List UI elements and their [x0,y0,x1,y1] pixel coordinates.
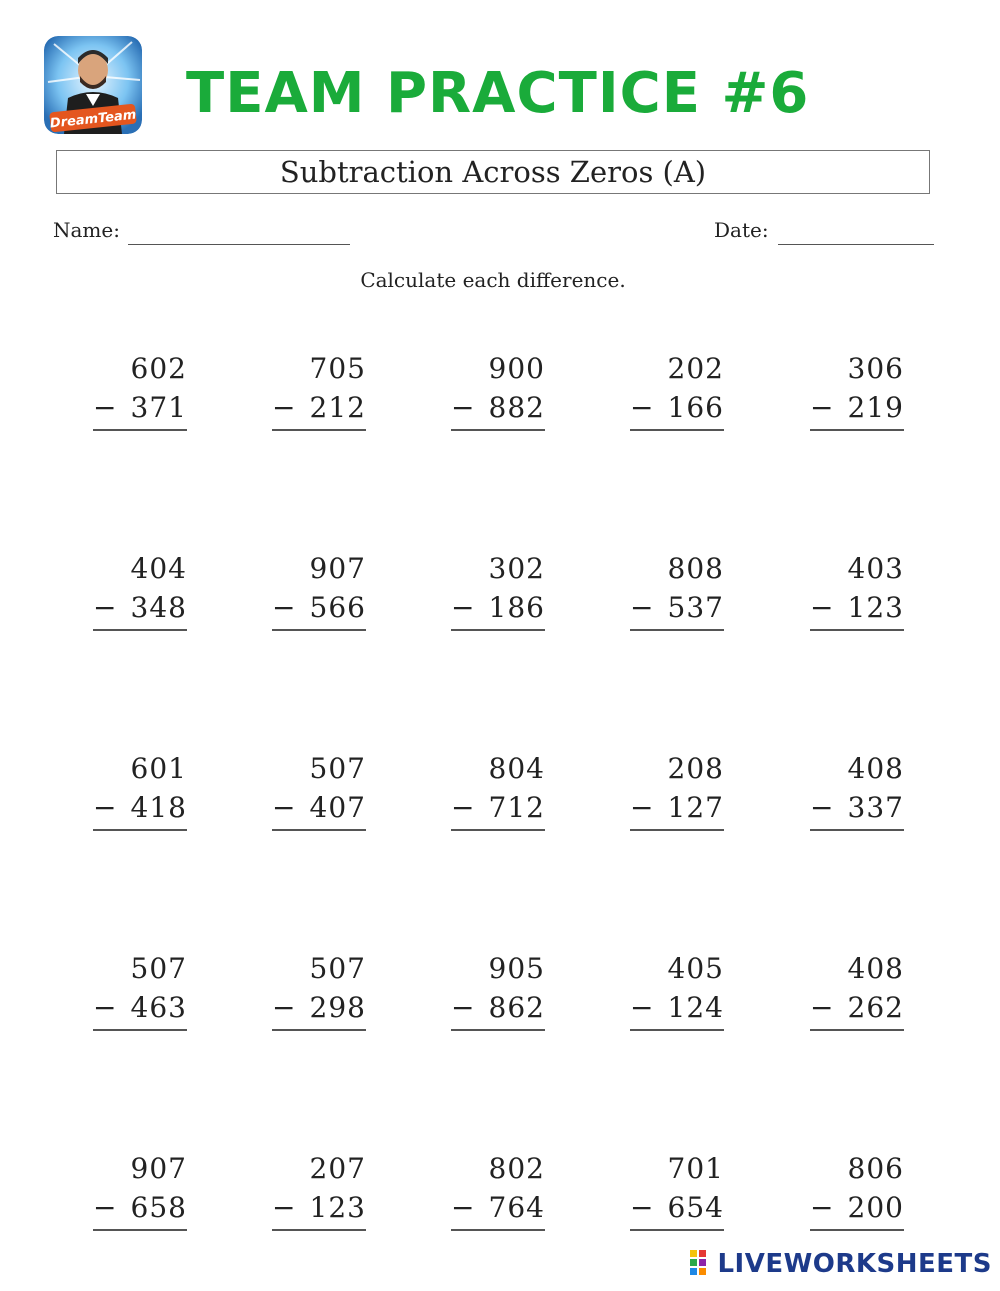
subtraction-problem [272,353,366,433]
minus-sign: − [272,1191,296,1224]
subtrahend: 882 [488,391,545,424]
subtrahend: 463 [130,991,187,1024]
minus-sign: − [810,591,834,624]
subtraction-problem [93,753,187,833]
answer-line[interactable] [272,629,366,631]
minuend: 408 [847,952,904,985]
subtraction-problem [810,353,904,433]
minuend: 701 [667,1152,724,1185]
subtraction-problem [451,353,545,433]
subtrahend: 186 [488,591,545,624]
subtrahend: 658 [130,1191,187,1224]
minus-sign: − [272,591,296,624]
minuend: 306 [847,352,904,385]
minus-sign: − [810,791,834,824]
minus-sign: − [451,791,475,824]
liveworksheets-text: LIVEWORKSHEETS [717,1249,992,1279]
subtrahend: 166 [667,391,724,424]
answer-line[interactable] [630,829,724,831]
date-field[interactable] [778,244,934,245]
answer-line[interactable] [630,429,724,431]
minuend: 408 [847,752,904,785]
subtrahend: 219 [847,391,904,424]
minus-sign: − [451,391,475,424]
minus-sign: − [93,591,117,624]
answer-line[interactable] [272,1229,366,1231]
subtrahend: 124 [667,991,724,1024]
subtraction-problem [810,753,904,833]
subtraction-problem [810,1153,904,1233]
answer-line[interactable] [630,629,724,631]
answer-line[interactable] [451,1229,545,1231]
minus-sign: − [451,991,475,1024]
subtraction-problem [272,553,366,633]
minus-sign: − [451,1191,475,1224]
logo-text: DreamTeam [49,107,138,132]
subtrahend: 200 [847,1191,904,1224]
liveworksheets-logo-icon [689,1249,715,1279]
answer-line[interactable] [630,1029,724,1031]
subtrahend: 537 [667,591,724,624]
minus-sign: − [630,591,654,624]
subtrahend: 764 [488,1191,545,1224]
subtrahend: 262 [847,991,904,1024]
minuend: 403 [847,552,904,585]
minus-sign: − [93,791,117,824]
minuend: 507 [309,752,366,785]
minuend: 405 [667,952,724,985]
minuend: 900 [488,352,545,385]
minuend: 808 [667,552,724,585]
minus-sign: − [272,991,296,1024]
subtraction-problem [272,1153,366,1233]
subtrahend: 212 [309,391,366,424]
minuend: 907 [309,552,366,585]
subtrahend: 123 [847,591,904,624]
minuend: 705 [309,352,366,385]
minuend: 905 [488,952,545,985]
minuend: 207 [309,1152,366,1185]
minus-sign: − [810,391,834,424]
minuend: 507 [309,952,366,985]
subtrahend: 371 [130,391,187,424]
subtraction-problem [93,953,187,1033]
answer-line[interactable] [93,429,187,431]
answer-line[interactable] [93,1229,187,1231]
minus-sign: − [630,791,654,824]
answer-line[interactable] [272,429,366,431]
subtrahend: 348 [130,591,187,624]
subtrahend: 127 [667,791,724,824]
answer-line[interactable] [272,1029,366,1031]
answer-line[interactable] [93,629,187,631]
answer-line[interactable] [451,429,545,431]
subtraction-problem [630,553,724,633]
subtraction-problem [630,1153,724,1233]
subtraction-problem [810,553,904,633]
minuend: 601 [130,752,187,785]
subtrahend: 712 [488,791,545,824]
answer-line[interactable] [810,429,904,431]
minus-sign: − [810,991,834,1024]
minus-sign: − [630,1191,654,1224]
answer-line[interactable] [451,1029,545,1031]
subtraction-problem [93,353,187,433]
subtraction-problem [93,1153,187,1233]
name-field[interactable] [128,244,350,245]
subtraction-problem [272,753,366,833]
subtraction-problem [630,753,724,833]
answer-line[interactable] [93,1029,187,1031]
minuend: 302 [488,552,545,585]
subtrahend: 862 [488,991,545,1024]
subtraction-problem [93,553,187,633]
minuend: 804 [488,752,545,785]
subtrahend: 418 [130,791,187,824]
minus-sign: − [630,391,654,424]
minuend: 802 [488,1152,545,1185]
instructions: Calculate each difference. [360,268,626,292]
subtrahend: 298 [309,991,366,1024]
subtraction-problem [272,953,366,1033]
subtrahend: 654 [667,1191,724,1224]
subtraction-problem [451,1153,545,1233]
subtrahend: 407 [309,791,366,824]
minuend: 602 [130,352,187,385]
subtrahend: 566 [309,591,366,624]
subtrahend: 123 [309,1191,366,1224]
avatar-icon [44,36,142,134]
minuend: 208 [667,752,724,785]
minus-sign: − [93,391,117,424]
name-label: Name: [53,218,120,242]
answer-line[interactable] [451,829,545,831]
minuend: 907 [130,1152,187,1185]
minus-sign: − [810,1191,834,1224]
subtraction-problem [451,553,545,633]
answer-line[interactable] [93,829,187,831]
answer-line[interactable] [451,629,545,631]
minuend: 806 [847,1152,904,1185]
minuend: 507 [130,952,187,985]
answer-line[interactable] [810,629,904,631]
subtraction-problem [810,953,904,1033]
page-title: TEAM PRACTICE #6 [186,61,810,126]
minus-sign: − [272,391,296,424]
minus-sign: − [630,991,654,1024]
answer-line[interactable] [630,1229,724,1231]
liveworksheets-brand [689,1247,992,1281]
minus-sign: − [272,791,296,824]
answer-line[interactable] [272,829,366,831]
minuend: 404 [130,552,187,585]
minus-sign: − [93,991,117,1024]
minuend: 202 [667,352,724,385]
minus-sign: − [451,591,475,624]
subtraction-problem [451,753,545,833]
subtrahend: 337 [847,791,904,824]
worksheet-subtitle: Subtraction Across Zeros (A) [56,150,930,194]
subtraction-problem [630,353,724,433]
dream-team-logo [44,36,142,134]
answer-line[interactable] [810,829,904,831]
subtraction-problem [630,953,724,1033]
answer-line[interactable] [810,1229,904,1231]
answer-line[interactable] [810,1029,904,1031]
date-label: Date: [714,218,769,242]
subtraction-problem [451,953,545,1033]
minus-sign: − [93,1191,117,1224]
